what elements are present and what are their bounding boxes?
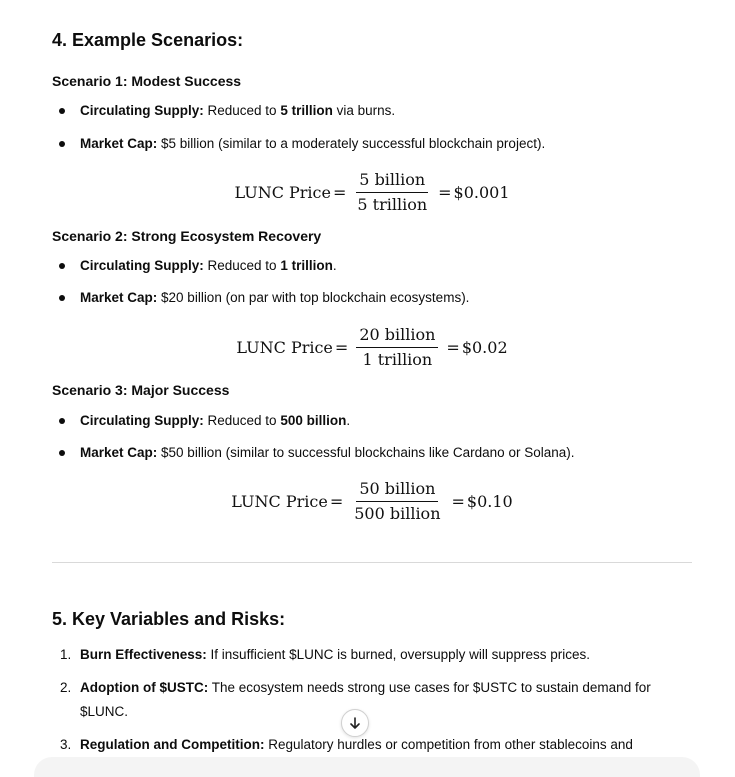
formula-fraction	[354, 170, 430, 215]
list-item-label: Burn Effectiveness:	[80, 647, 207, 662]
bullet-label: Circulating Supply:	[80, 103, 204, 118]
fraction-numerator: 5 billion	[356, 170, 428, 193]
bullet-text-part: $20 billion (on par with top blockchain ecosystems).	[157, 290, 470, 305]
formula-fraction	[356, 325, 438, 370]
arrow-down-icon	[348, 716, 362, 730]
bullet-text	[80, 134, 545, 154]
bullet-dot	[59, 141, 65, 147]
bullet-bold-value: 5 trillion	[280, 103, 333, 118]
bullet-text	[80, 256, 337, 276]
scroll-to-bottom-button[interactable]	[341, 709, 369, 737]
list-item-body: Regulatory hurdles or competition from other stablecoins and	[264, 737, 633, 752]
bullet-label: Market Cap:	[80, 136, 158, 151]
fraction-denominator: 500 billion	[354, 504, 441, 523]
scenario-3-formula	[52, 479, 692, 524]
bullet-text-part: .	[332, 258, 337, 273]
scenario-3-heading: Scenario 3: Major Success	[52, 382, 230, 398]
equals-sign: =	[332, 183, 347, 202]
list-item-label: Adoption of $USTC:	[80, 680, 209, 695]
bullet-dot	[59, 295, 65, 301]
fraction-denominator: 5 trillion	[357, 195, 428, 214]
bullet-text-part: Reduced to	[203, 413, 281, 428]
equals-sign: =	[438, 183, 452, 202]
list-item-text	[80, 676, 680, 724]
bullet-label: Market Cap:	[80, 290, 158, 305]
equals-sign: =	[334, 338, 349, 357]
message-composer[interactable]	[34, 757, 700, 777]
list-item-text	[80, 643, 680, 667]
bullet-dot	[59, 263, 65, 269]
scenario-1-heading: Scenario 1: Modest Success	[52, 73, 242, 89]
list-item-text	[80, 733, 680, 757]
bullet-bold-value: 500 billion	[280, 413, 347, 428]
section-5-heading: 5. Key Variables and Risks:	[52, 609, 286, 629]
bullet-text-part: .	[346, 413, 351, 428]
list-number: 2.	[60, 680, 72, 695]
scenario-1-formula	[52, 170, 692, 215]
formula-lhs: LUNC Price	[234, 183, 331, 202]
bullet-text-part: Reduced to	[203, 258, 281, 273]
bullet-dot	[59, 418, 65, 424]
fraction-numerator: 20 billion	[356, 325, 438, 348]
section-4-heading: 4. Example Scenarios:	[52, 30, 244, 50]
bullet-text-part: Reduced to	[203, 103, 281, 118]
bullet-label: Circulating Supply:	[80, 413, 204, 428]
list-item-body: If insufficient $LUNC is burned, oversupply will suppress prices.	[206, 647, 590, 662]
bullet-label: Circulating Supply:	[80, 258, 204, 273]
formula-lhs: LUNC Price	[236, 338, 333, 357]
bullet-text	[80, 288, 469, 308]
bullet-text	[80, 411, 350, 431]
fraction-denominator: 1 trillion	[362, 350, 433, 369]
section-divider	[52, 562, 692, 563]
list-item-body: The ecosystem needs strong use cases for $USTC to sustain demand for $LUNC.	[80, 680, 651, 719]
bullet-label: Market Cap:	[80, 445, 158, 460]
formula-fraction	[351, 479, 443, 524]
list-item-label: Regulation and Competition:	[80, 737, 265, 752]
equals-sign: =	[451, 492, 465, 511]
bullet-text	[80, 101, 395, 121]
formula-result: $0.10	[466, 492, 513, 511]
formula-result: $0.001	[453, 183, 510, 202]
scenario-2-formula	[52, 325, 692, 370]
bullet-text-part: $5 billion (similar to a moderately successful blockchain project).	[157, 136, 546, 151]
bullet-text-part: via burns.	[332, 103, 396, 118]
bullet-text-part: $50 billion (similar to successful blockchains like Cardano or Solana).	[157, 445, 575, 460]
bullet-text	[80, 443, 574, 463]
formula-lhs: LUNC Price	[231, 492, 328, 511]
scenario-2-heading: Scenario 2: Strong Ecosystem Recovery	[52, 228, 322, 244]
list-number: 3.	[60, 737, 72, 752]
fraction-numerator: 50 billion	[356, 479, 438, 502]
equals-sign: =	[446, 338, 460, 357]
equals-sign: =	[329, 492, 344, 511]
bullet-dot	[59, 108, 65, 114]
bullet-bold-value: 1 trillion	[280, 258, 333, 273]
formula-result: $0.02	[461, 338, 508, 357]
list-number: 1.	[60, 647, 72, 662]
bullet-dot	[59, 450, 65, 456]
